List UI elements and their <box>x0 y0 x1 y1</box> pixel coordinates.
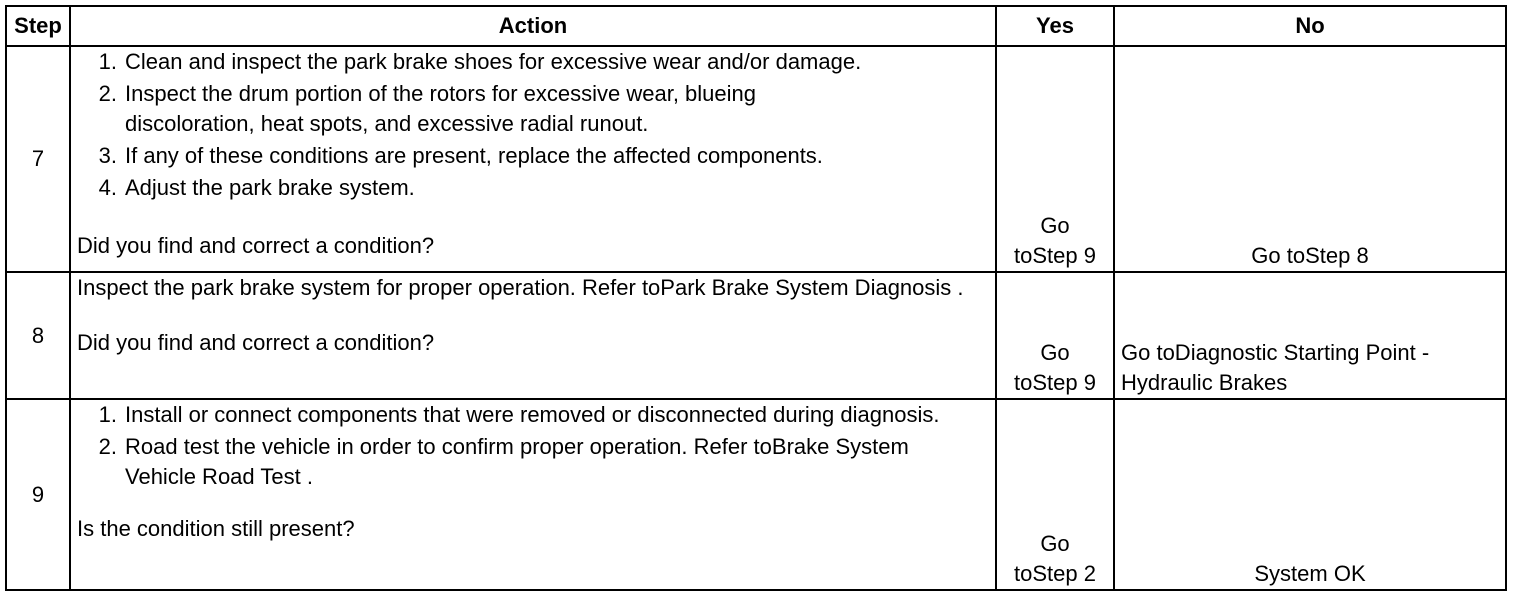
header-no: No <box>1114 6 1506 46</box>
header-row <box>6 6 1506 46</box>
step-number: 9 <box>6 399 70 590</box>
yes-cell <box>996 46 1114 272</box>
question-text: Did you find and correct a condition? <box>77 329 435 355</box>
table-row <box>6 399 1506 590</box>
yes-line: Go <box>1040 340 1070 366</box>
yes-line: Go <box>1040 212 1070 238</box>
header-yes: Yes <box>996 6 1114 46</box>
list-item: 2. Road test the vehicle in order to confirm proper operation. Refer toBrake System Vehicle Road Test . <box>98 434 909 490</box>
no-result: System OK <box>1254 561 1366 586</box>
diagnostic-table <box>5 5 1507 591</box>
action-cell <box>70 399 996 590</box>
list-item: 2. Inspect the drum portion of the rotors for excessive wear, blueing discoloration, heat spots, and excessive radial runout. <box>98 81 756 136</box>
step-list <box>77 400 989 492</box>
no-link-continued[interactable]: Hydraulic Brakes <box>1121 370 1288 396</box>
step-number: 7 <box>6 46 70 272</box>
action-text: Inspect the park brake system for proper operation. Refer toPark Brake System Diagnosis . <box>77 274 964 300</box>
table-row <box>6 46 1506 272</box>
yes-link[interactable]: toStep 9 <box>1014 242 1096 268</box>
no-link[interactable]: Go toDiagnostic Starting Point - <box>1121 340 1430 366</box>
header-step: Step <box>6 6 70 46</box>
no-cell <box>1114 272 1506 399</box>
yes-line: Go <box>1040 531 1070 556</box>
list-item: 4. Adjust the park brake system. <box>98 175 415 200</box>
question-text: Did you find and correct a condition? <box>77 233 435 258</box>
table-row <box>6 272 1506 399</box>
list-item: 1. Install or connect components that were removed or disconnected during diagnosis. <box>98 402 940 428</box>
question-text: Is the condition still present? <box>77 516 355 542</box>
header-action: Action <box>70 6 996 46</box>
yes-link[interactable]: toStep 9 <box>1014 370 1096 396</box>
yes-cell <box>996 272 1114 399</box>
action-cell <box>70 46 996 272</box>
no-cell <box>1114 46 1506 272</box>
step-number: 8 <box>6 272 70 399</box>
action-cell <box>70 272 996 399</box>
step-list <box>77 47 989 203</box>
no-cell <box>1114 399 1506 590</box>
yes-cell <box>996 399 1114 590</box>
no-link[interactable]: Go toStep 8 <box>1251 242 1369 268</box>
list-item: 3. If any of these conditions are present, replace the affected components. <box>98 143 823 168</box>
yes-link[interactable]: toStep 2 <box>1014 561 1096 586</box>
list-item: 1. Clean and inspect the park brake shoes for excessive wear and/or damage. <box>98 49 862 74</box>
